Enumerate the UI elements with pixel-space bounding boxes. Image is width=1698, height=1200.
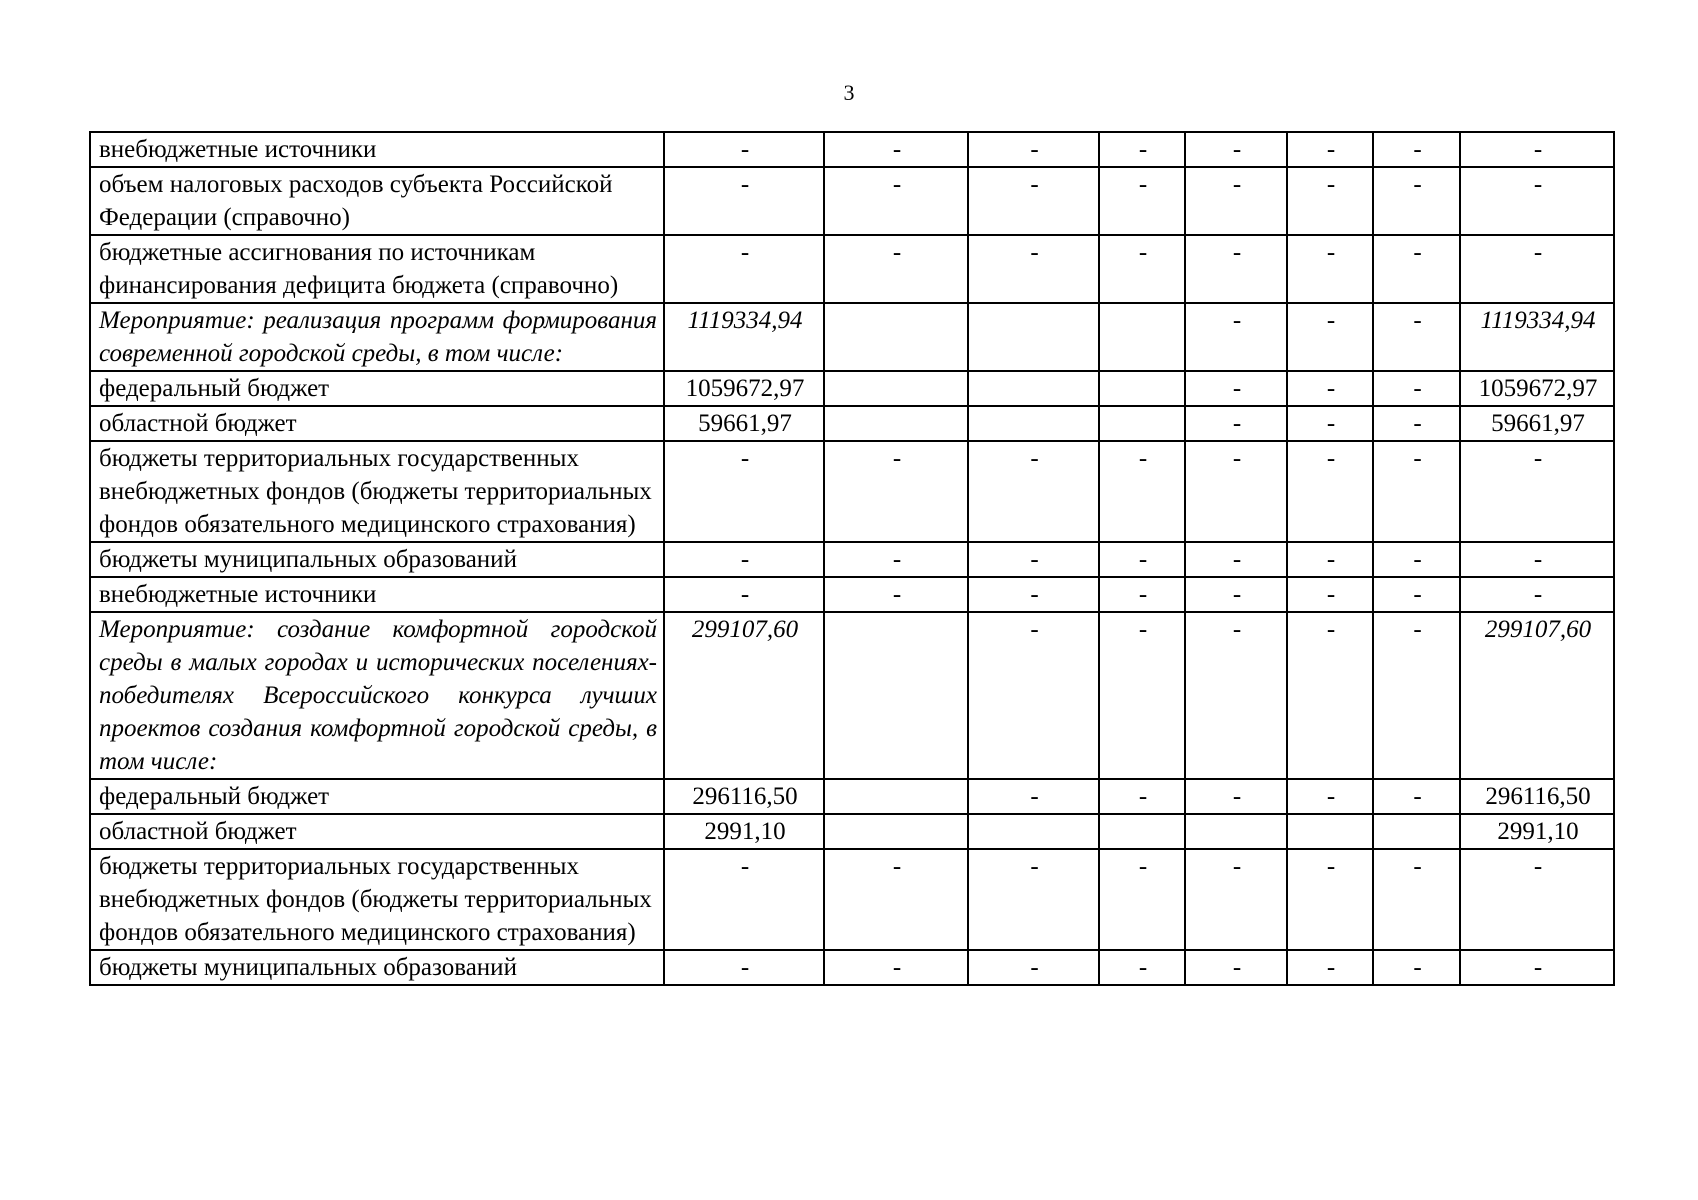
value-cell: - bbox=[1287, 167, 1373, 235]
value-cell: - bbox=[1287, 950, 1373, 985]
source-label-cell: бюджеты территориальных государственных внебюджетных фондов (бюджеты территориальных фондов обязательного медицинского страхования) bbox=[90, 849, 664, 950]
value-cell: - bbox=[1099, 441, 1185, 542]
value-cell: - bbox=[1373, 167, 1460, 235]
value-cell: - bbox=[664, 167, 824, 235]
source-label-cell: бюджетные ассигнования по источникам финансирования дефицита бюджета (справочно) bbox=[90, 235, 664, 303]
table-row bbox=[90, 132, 1614, 167]
value-cell: - bbox=[1185, 167, 1287, 235]
value-cell: - bbox=[968, 950, 1099, 985]
table-row bbox=[90, 814, 1614, 849]
source-label-cell: объем налоговых расходов субъекта Российской Федерации (справочно) bbox=[90, 167, 664, 235]
value-cell: 299107,60 bbox=[1460, 612, 1614, 779]
value-cell: - bbox=[1373, 950, 1460, 985]
value-cell: - bbox=[1185, 406, 1287, 441]
source-label-cell: внебюджетные источники bbox=[90, 132, 664, 167]
value-cell: - bbox=[1099, 167, 1185, 235]
value-cell: - bbox=[1185, 577, 1287, 612]
value-cell: 299107,60 bbox=[664, 612, 824, 779]
value-cell bbox=[968, 303, 1099, 371]
value-cell: - bbox=[664, 132, 824, 167]
value-cell: - bbox=[1373, 235, 1460, 303]
value-cell: 296116,50 bbox=[664, 779, 824, 814]
value-cell: - bbox=[1460, 167, 1614, 235]
value-cell: - bbox=[664, 235, 824, 303]
value-cell bbox=[824, 303, 968, 371]
source-label-cell: бюджеты территориальных государственных внебюджетных фондов (бюджеты территориальных фондов обязательного медицинского страхования) bbox=[90, 441, 664, 542]
source-label-cell: областной бюджет bbox=[90, 814, 664, 849]
value-cell: - bbox=[968, 577, 1099, 612]
value-cell: - bbox=[1287, 441, 1373, 542]
value-cell bbox=[968, 814, 1099, 849]
value-cell: - bbox=[1373, 542, 1460, 577]
value-cell: - bbox=[1373, 132, 1460, 167]
value-cell: - bbox=[1460, 132, 1614, 167]
value-cell bbox=[1099, 814, 1185, 849]
value-cell: - bbox=[1185, 779, 1287, 814]
value-cell: - bbox=[664, 950, 824, 985]
source-label-cell: областной бюджет bbox=[90, 406, 664, 441]
value-cell: - bbox=[1185, 950, 1287, 985]
value-cell: - bbox=[1287, 303, 1373, 371]
value-cell: - bbox=[1460, 235, 1614, 303]
event-label-cell: Мероприятие: реализация программ формирования современной городской среды, в том числе: bbox=[90, 303, 664, 371]
value-cell bbox=[1373, 814, 1460, 849]
value-cell: - bbox=[968, 441, 1099, 542]
value-cell: - bbox=[1373, 441, 1460, 542]
value-cell: - bbox=[1460, 577, 1614, 612]
source-label-cell: бюджеты муниципальных образований bbox=[90, 542, 664, 577]
value-cell bbox=[1099, 406, 1185, 441]
value-cell: 1059672,97 bbox=[664, 371, 824, 406]
source-label-cell: внебюджетные источники bbox=[90, 577, 664, 612]
value-cell: - bbox=[824, 235, 968, 303]
source-label-cell: федеральный бюджет bbox=[90, 371, 664, 406]
value-cell: 59661,97 bbox=[1460, 406, 1614, 441]
value-cell: - bbox=[1373, 371, 1460, 406]
value-cell: - bbox=[824, 849, 968, 950]
table-row bbox=[90, 406, 1614, 441]
value-cell: - bbox=[968, 612, 1099, 779]
value-cell bbox=[824, 371, 968, 406]
value-cell: - bbox=[1373, 849, 1460, 950]
table-row bbox=[90, 612, 1614, 779]
value-cell: - bbox=[1287, 371, 1373, 406]
value-cell bbox=[968, 371, 1099, 406]
value-cell: - bbox=[1185, 849, 1287, 950]
table-row bbox=[90, 167, 1614, 235]
table-row bbox=[90, 235, 1614, 303]
value-cell: - bbox=[1287, 132, 1373, 167]
value-cell bbox=[824, 612, 968, 779]
value-cell bbox=[1099, 371, 1185, 406]
value-cell: - bbox=[1287, 406, 1373, 441]
event-label-cell: Мероприятие: создание комфортной городской среды в малых городах и исторических поселениях-победителях Всероссийского конкурса лучших проектов создания комфортной городской среды, в том числе: bbox=[90, 612, 664, 779]
value-cell bbox=[1287, 814, 1373, 849]
value-cell: - bbox=[824, 441, 968, 542]
value-cell: - bbox=[1185, 371, 1287, 406]
value-cell: - bbox=[664, 849, 824, 950]
value-cell: - bbox=[664, 577, 824, 612]
value-cell: 296116,50 bbox=[1460, 779, 1614, 814]
value-cell: - bbox=[1099, 612, 1185, 779]
value-cell: - bbox=[824, 132, 968, 167]
value-cell: - bbox=[664, 542, 824, 577]
value-cell: 2991,10 bbox=[1460, 814, 1614, 849]
value-cell: - bbox=[1287, 849, 1373, 950]
value-cell: - bbox=[1099, 779, 1185, 814]
value-cell: - bbox=[968, 167, 1099, 235]
table-row bbox=[90, 779, 1614, 814]
value-cell: 1119334,94 bbox=[1460, 303, 1614, 371]
value-cell: - bbox=[1099, 849, 1185, 950]
table-row bbox=[90, 303, 1614, 371]
value-cell: - bbox=[1287, 577, 1373, 612]
value-cell bbox=[824, 779, 968, 814]
value-cell: - bbox=[1287, 235, 1373, 303]
value-cell: - bbox=[1099, 132, 1185, 167]
value-cell: - bbox=[968, 132, 1099, 167]
table-row bbox=[90, 577, 1614, 612]
value-cell: - bbox=[968, 779, 1099, 814]
value-cell: - bbox=[968, 849, 1099, 950]
value-cell: 59661,97 bbox=[664, 406, 824, 441]
value-cell: 2991,10 bbox=[664, 814, 824, 849]
table-row bbox=[90, 371, 1614, 406]
value-cell: - bbox=[1185, 612, 1287, 779]
value-cell: - bbox=[1373, 577, 1460, 612]
value-cell: - bbox=[1460, 849, 1614, 950]
value-cell: - bbox=[664, 441, 824, 542]
value-cell: - bbox=[1185, 542, 1287, 577]
value-cell: - bbox=[1287, 779, 1373, 814]
source-label-cell: федеральный бюджет bbox=[90, 779, 664, 814]
table-row bbox=[90, 849, 1614, 950]
value-cell: - bbox=[968, 542, 1099, 577]
value-cell: - bbox=[1099, 542, 1185, 577]
value-cell bbox=[824, 814, 968, 849]
table-row bbox=[90, 542, 1614, 577]
value-cell: - bbox=[1460, 950, 1614, 985]
value-cell: - bbox=[824, 950, 968, 985]
value-cell bbox=[1099, 303, 1185, 371]
value-cell: - bbox=[1287, 542, 1373, 577]
value-cell: - bbox=[1185, 441, 1287, 542]
value-cell: 1119334,94 bbox=[664, 303, 824, 371]
value-cell: - bbox=[968, 235, 1099, 303]
value-cell: - bbox=[1185, 303, 1287, 371]
value-cell: - bbox=[1185, 132, 1287, 167]
value-cell: - bbox=[824, 167, 968, 235]
value-cell: - bbox=[1099, 577, 1185, 612]
value-cell: - bbox=[1460, 542, 1614, 577]
value-cell: - bbox=[1099, 235, 1185, 303]
value-cell: - bbox=[1373, 779, 1460, 814]
value-cell: - bbox=[1460, 441, 1614, 542]
value-cell: - bbox=[824, 542, 968, 577]
table-row bbox=[90, 950, 1614, 985]
source-label-cell: бюджеты муниципальных образований bbox=[90, 950, 664, 985]
value-cell bbox=[1185, 814, 1287, 849]
value-cell: - bbox=[1099, 950, 1185, 985]
value-cell: - bbox=[1373, 406, 1460, 441]
value-cell: - bbox=[824, 577, 968, 612]
value-cell: 1059672,97 bbox=[1460, 371, 1614, 406]
value-cell bbox=[968, 406, 1099, 441]
value-cell: - bbox=[1185, 235, 1287, 303]
value-cell: - bbox=[1373, 303, 1460, 371]
value-cell bbox=[824, 406, 968, 441]
page-number: 3 bbox=[843, 80, 855, 105]
value-cell: - bbox=[1373, 612, 1460, 779]
table-row bbox=[90, 441, 1614, 542]
value-cell: - bbox=[1287, 612, 1373, 779]
budget-table bbox=[89, 131, 1615, 986]
